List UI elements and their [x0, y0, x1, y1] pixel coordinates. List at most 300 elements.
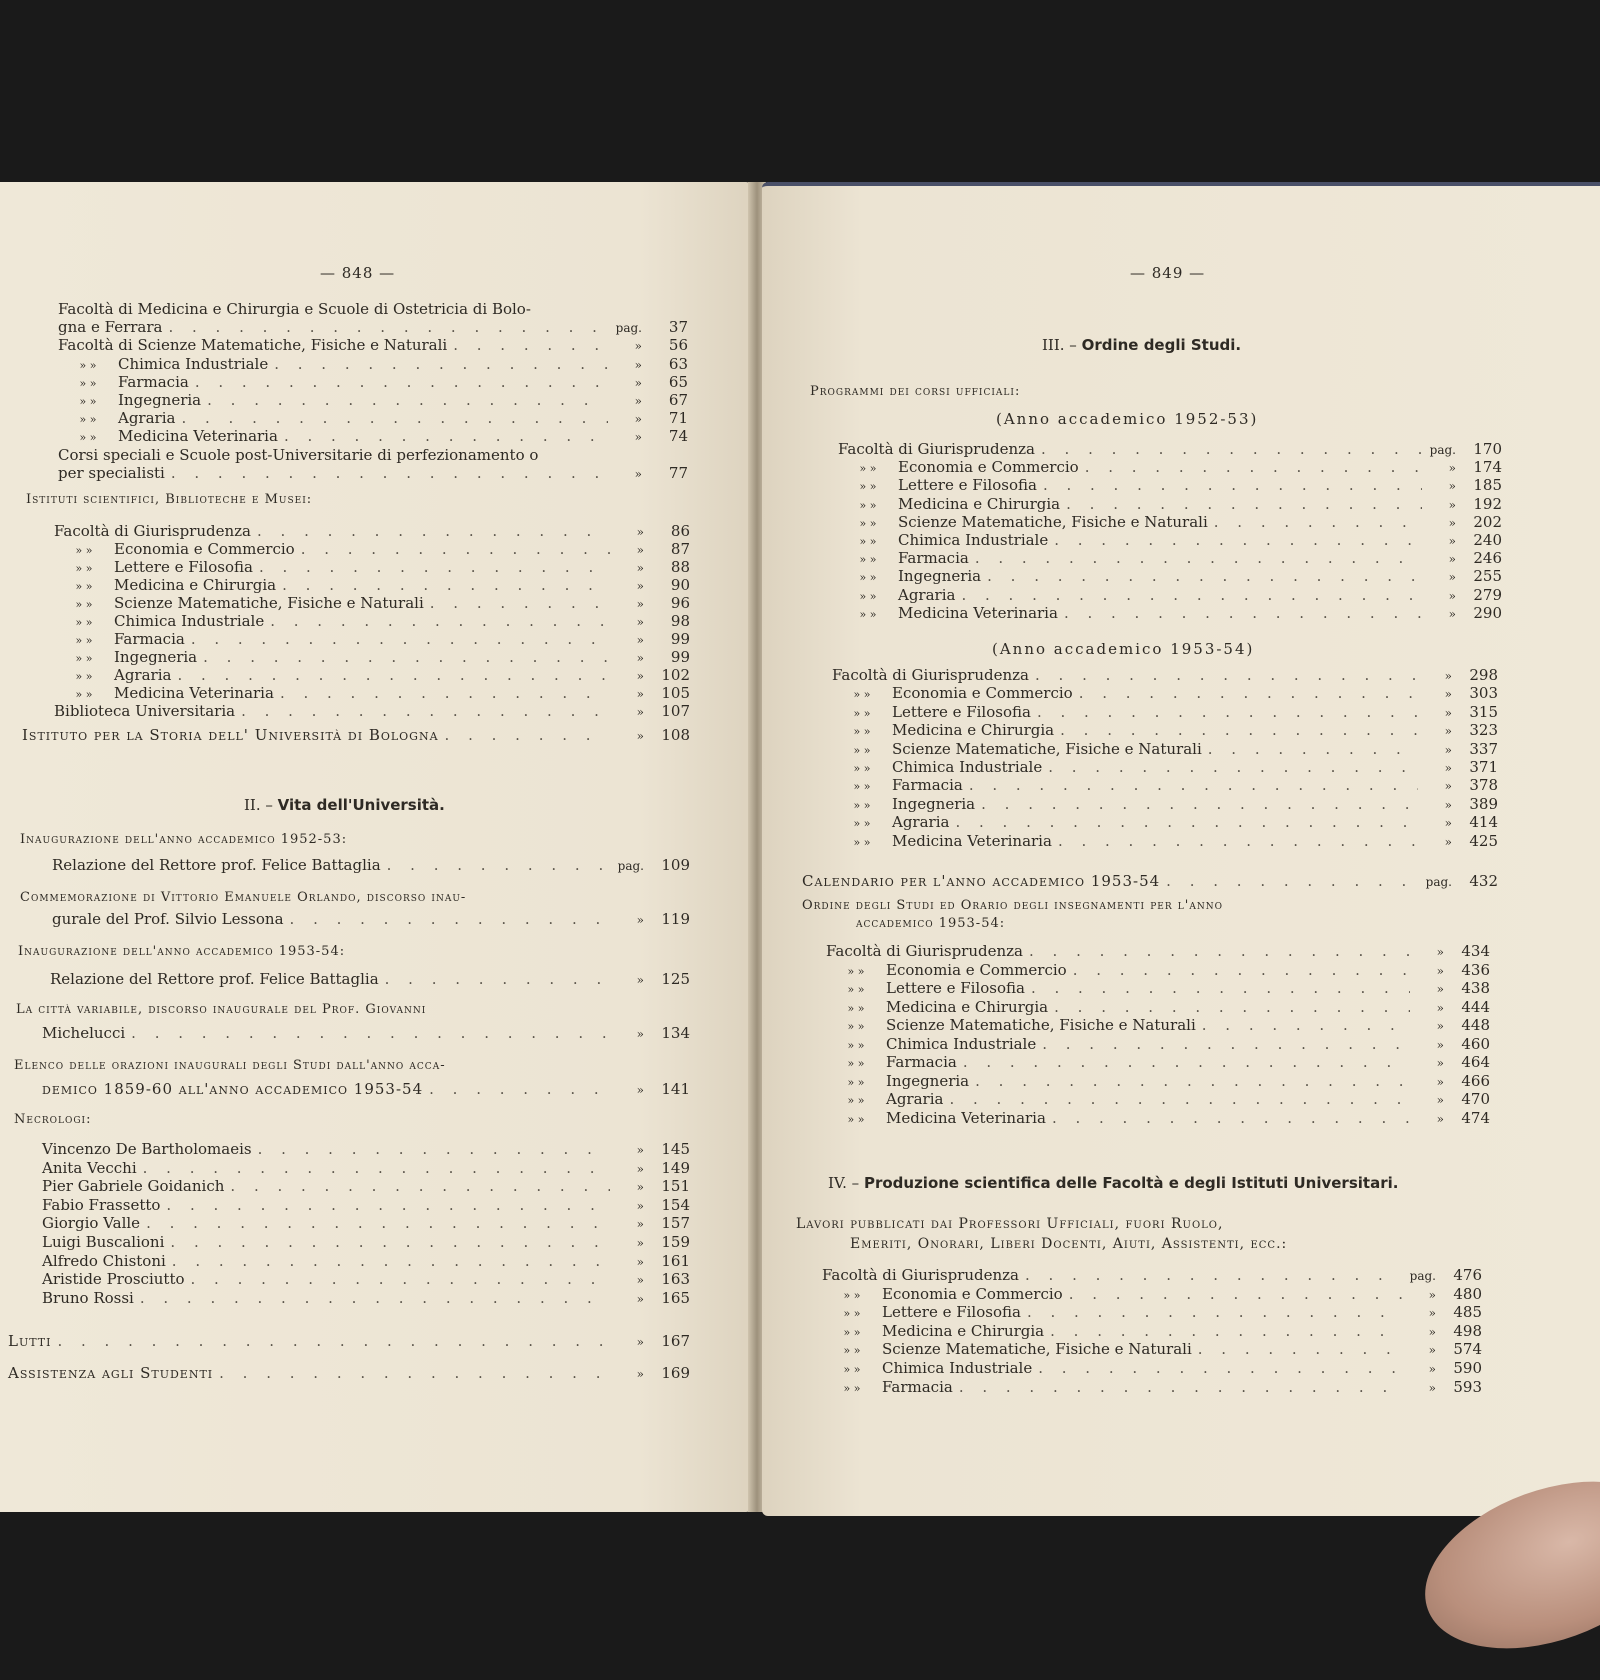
page-marker: » [636, 525, 644, 539]
ditto-mark: » » [75, 688, 93, 701]
dot-leader [162, 318, 608, 336]
dot-leader [235, 702, 610, 720]
toc-entry-label: Farmacia [898, 549, 969, 568]
toc-entry-label: Calendario per l'anno accademico 1953-54 [802, 872, 1161, 890]
subheader-anno-1953: (Anno accademico 1953-54) [992, 640, 1255, 658]
toc-entry-page: 290 [1473, 603, 1502, 622]
toc-entry [826, 1072, 1490, 1090]
toc-entry [42, 1080, 690, 1098]
page-marker: » [1444, 724, 1452, 739]
toc-entry [42, 1159, 690, 1177]
header-programmi: Programmi dei corsi ufficiali: [810, 384, 1021, 399]
toc-entry-page: 125 [661, 970, 690, 988]
page-marker: » [636, 579, 644, 593]
toc-entry-label: Medicina e Chirurgia [114, 576, 277, 594]
page-marker: » [634, 412, 642, 427]
toc-entry [58, 446, 688, 464]
ditto-mark: » » [859, 535, 877, 548]
toc-entry-label: Farmacia [886, 1053, 957, 1071]
toc-entry-page: 474 [1461, 1108, 1490, 1127]
toc-entry-label: Economia e Commercio [898, 458, 1079, 477]
section-title-ii: II. – Vita dell'Università. [244, 796, 445, 814]
dot-leader [134, 1289, 610, 1307]
toc-entry-page: 71 [668, 409, 688, 428]
toc-entry-label: Medicina Veterinaria [892, 831, 1052, 850]
dot-leader [224, 1177, 610, 1195]
dot-leader [1044, 1322, 1402, 1340]
page-marker: pag. [615, 321, 642, 336]
toc-entry-page: 464 [1461, 1053, 1490, 1071]
ditto-mark: » » [79, 431, 97, 445]
toc-entry [822, 1266, 1482, 1284]
toc-entry [832, 776, 1498, 794]
dot-leader [1048, 531, 1422, 549]
page-marker: » [636, 1236, 644, 1250]
dot-leader [213, 1364, 610, 1382]
dot-leader [1208, 513, 1422, 531]
right-page [762, 182, 1600, 1516]
toc-entry-label: Lutti [8, 1332, 52, 1350]
ditto-mark: » » [847, 964, 865, 978]
toc-entry-page: 90 [670, 576, 690, 594]
page-marker: » [636, 1027, 644, 1041]
toc-entry-label: Ingegneria [898, 567, 982, 586]
toc-entry-page: 378 [1469, 776, 1498, 795]
dot-leader [1042, 758, 1418, 776]
toc-entry-label: Facoltà di Medicina e Chirurgia e Scuole di Ostetricia di Bolo- [58, 300, 531, 318]
page-marker: » [636, 1143, 644, 1157]
toc-entry-page: 119 [661, 910, 690, 928]
page-marker: » [636, 687, 644, 701]
toc-entry-label: Medicina e Chirurgia [898, 494, 1061, 513]
dot-leader [1046, 1109, 1410, 1127]
toc-entry [58, 373, 688, 391]
ditto-mark: » » [79, 413, 97, 427]
dot-leader [1067, 961, 1410, 979]
toc-entry [822, 1303, 1482, 1321]
page-marker: » [1436, 1019, 1444, 1033]
toc-entry-label: Chimica Industriale [892, 758, 1043, 776]
dot-leader [969, 549, 1422, 567]
toc-entry-page: 134 [661, 1024, 690, 1042]
ditto-mark: » » [847, 1075, 865, 1089]
toc-entry [832, 758, 1498, 776]
page-marker: » [1436, 1093, 1444, 1107]
toc-entry-label: Chimica Industriale [118, 354, 269, 373]
dot-leader [1052, 832, 1418, 850]
page-marker: » [636, 913, 644, 927]
toc-entry-page: 67 [668, 391, 688, 409]
toc-entry-label: Economia e Commercio [892, 684, 1073, 703]
toc-entry [42, 1214, 690, 1232]
ditto-mark: » » [75, 634, 93, 647]
dot-leader [1035, 440, 1422, 458]
dot-leader [379, 970, 610, 988]
toc-entry-label: Farmacia [892, 776, 963, 795]
toc-entry-label: Giorgio Valle [42, 1214, 141, 1233]
dot-leader [251, 522, 610, 540]
toc-entry [54, 666, 690, 684]
dot-leader [140, 1214, 610, 1232]
toc-entry-page: 163 [661, 1270, 690, 1289]
page-marker: » [634, 375, 642, 390]
page-marker: pag. [1425, 875, 1452, 889]
toc-entry [822, 1378, 1482, 1396]
dot-leader [1048, 998, 1410, 1016]
toc-entry-page: 87 [670, 540, 690, 558]
page-marker: » [636, 561, 644, 575]
toc-entry-page: 425 [1469, 831, 1498, 850]
dot-leader [160, 1196, 610, 1214]
toc-entry-page: 323 [1469, 721, 1498, 740]
toc-entry-label: Scienze Matematiche, Fisiche e Naturali [892, 739, 1202, 758]
page-marker: » [636, 1367, 644, 1381]
ditto-mark: » » [859, 607, 877, 621]
toc-entry-label: Chimica Industriale [114, 612, 265, 630]
toc-entry [838, 440, 1502, 458]
dot-leader [1029, 666, 1418, 684]
page-marker: » [1436, 945, 1444, 959]
toc-entry-label: Istituto per la Storia dell' Università di Bologna [22, 726, 439, 744]
dot-leader [957, 1053, 1410, 1071]
toc-entry [8, 1332, 690, 1350]
dot-leader [164, 1233, 610, 1251]
dot-leader [284, 910, 610, 928]
page-marker: » [636, 1217, 644, 1232]
toc-entry-label: Medicina Veterinaria [114, 684, 274, 702]
dot-leader [1202, 740, 1418, 758]
dot-leader [381, 856, 610, 874]
ditto-mark: » » [859, 462, 877, 476]
page-marker: » [1448, 552, 1456, 567]
toc-entry-page: 151 [661, 1177, 690, 1196]
page-marker: » [636, 615, 644, 629]
toc-entry-label: Luigi Buscalioni [42, 1233, 165, 1251]
ditto-mark: » » [75, 562, 93, 575]
ditto-mark: » » [843, 1381, 861, 1395]
page-marker: » [1428, 1343, 1436, 1358]
toc-entry [838, 495, 1502, 513]
toc-entry-label: Lettere e Filosofia [892, 702, 1031, 721]
text-lavori-1: Lavori pubblicati dai Professori Ufficiali, fuori Ruolo, [796, 1216, 1224, 1232]
page-marker: » [636, 1161, 644, 1176]
toc-entry-page: 145 [661, 1140, 690, 1158]
toc-entry [42, 1140, 690, 1158]
toc-entry-page: 246 [1473, 549, 1502, 568]
page-marker: » [1448, 497, 1456, 512]
dot-leader [1019, 1266, 1402, 1284]
toc-entry [832, 721, 1498, 739]
toc-entry-page: 593 [1453, 1377, 1482, 1396]
toc-entry-label: Chimica Industriale [886, 1034, 1037, 1053]
page-marker: » [1448, 461, 1456, 476]
page-marker: » [1428, 1324, 1436, 1339]
ditto-mark: » » [853, 817, 871, 831]
ditto-mark: » » [75, 544, 93, 557]
toc-entry [54, 576, 690, 594]
dot-leader [276, 576, 610, 594]
toc-entry-page: 298 [1469, 666, 1498, 684]
toc-entry [54, 648, 690, 666]
ditto-mark: » » [859, 553, 877, 567]
dot-leader [1023, 942, 1410, 960]
toc-entry-page: 109 [661, 856, 690, 874]
toc-entry-label: Scienze Matematiche, Fisiche e Naturali [114, 594, 424, 612]
toc-entry-page: 99 [670, 630, 690, 648]
toc-entry [54, 522, 690, 540]
toc-entry-page: 102 [661, 666, 690, 684]
toc-entry-label: Medicina Veterinaria [886, 1108, 1046, 1127]
dot-leader [955, 586, 1422, 604]
text-ordine-studi: Ordine degli Studi ed Orario degli insegnamenti per l'anno [802, 898, 1223, 913]
ditto-mark: » » [843, 1325, 861, 1339]
subheader-anno-1952: (Anno accademico 1952-53) [996, 410, 1259, 428]
toc-entry [832, 740, 1498, 758]
toc-entry-page: 498 [1453, 1321, 1482, 1340]
page-marker: » [636, 973, 644, 987]
toc-entry-label: Scienze Matematiche, Fisiche e Naturali [886, 1016, 1196, 1034]
page-marker: » [1444, 816, 1452, 831]
page-marker: » [1448, 479, 1456, 494]
toc-entry-label: Fabio Frassetto [42, 1195, 161, 1214]
left-page [0, 182, 752, 1512]
dot-leader [125, 1024, 610, 1042]
page-marker: » [636, 1254, 644, 1269]
toc-entry-page: 169 [661, 1364, 690, 1382]
dot-leader [1021, 1303, 1402, 1321]
toc-entry [832, 832, 1498, 850]
dot-leader [165, 464, 608, 482]
toc-entry-label: gna e Ferrara [58, 318, 163, 337]
toc-entry-page: 141 [661, 1080, 690, 1098]
toc-entry-label: Scienze Matematiche, Fisiche e Naturali [898, 512, 1208, 531]
header-necrologi: Necrologi: [14, 1112, 92, 1127]
toc-entry [22, 726, 690, 744]
toc-entry-label: Facoltà di Giurisprudenza [826, 942, 1023, 960]
ditto-mark: » » [847, 1094, 865, 1107]
dot-leader [189, 373, 608, 391]
ditto-mark: » » [853, 688, 871, 702]
toc-entry-label: Anita Vecchi [42, 1158, 137, 1177]
toc-entry [838, 567, 1502, 585]
toc-entry [822, 1322, 1482, 1340]
dot-leader [278, 427, 608, 445]
dot-leader [423, 1080, 610, 1098]
toc-entry [58, 336, 688, 354]
dot-leader [1160, 872, 1418, 890]
page-marker: » [1436, 963, 1444, 978]
text-commemorazione: Commemorazione di Vittorio Emanuele Orlando, discorso inau- [20, 890, 467, 905]
page-marker: » [636, 1291, 644, 1306]
ditto-mark: » » [843, 1363, 861, 1376]
toc-entry-page: 466 [1461, 1071, 1490, 1090]
toc-entry-page: 337 [1469, 739, 1498, 758]
dot-leader [1036, 1035, 1410, 1053]
page-marker: pag. [1409, 1269, 1436, 1283]
toc-entry-page: 37 [668, 318, 688, 337]
dot-leader [1025, 979, 1410, 997]
dot-leader [943, 1090, 1410, 1108]
toc-entry-label: Facoltà di Giurisprudenza [822, 1266, 1019, 1284]
header-inaugurazione-1952: Inaugurazione dell'anno accademico 1952-53: [20, 832, 348, 847]
toc-entry [42, 1177, 690, 1195]
toc-entry-label: Economia e Commercio [886, 960, 1067, 979]
dot-leader [1032, 1359, 1402, 1377]
ditto-mark: » » [79, 376, 97, 390]
toc-entry-page: 96 [670, 594, 690, 612]
toc-entry [58, 318, 688, 336]
text-lavori-2: Emeriti, Onorari, Liberi Docenti, Aiuti, Assistenti, ecc.: [850, 1236, 1288, 1252]
dot-leader [171, 666, 610, 684]
toc-entry-page: 414 [1469, 813, 1498, 832]
toc-entry [58, 300, 688, 318]
dot-leader [197, 648, 610, 666]
ditto-mark: » » [853, 780, 871, 794]
toc-entry [826, 1035, 1490, 1053]
toc-entry [54, 702, 690, 720]
toc-entry [822, 1340, 1482, 1358]
toc-entry [42, 1233, 690, 1251]
toc-entry-page: 165 [661, 1288, 690, 1307]
toc-entry [802, 872, 1498, 890]
toc-entry-label: Relazione del Rettore prof. Felice Battaglia [52, 856, 381, 874]
page-number: — 848 — [320, 264, 396, 282]
toc-entry-page: 480 [1453, 1284, 1482, 1303]
toc-entry [838, 549, 1502, 567]
toc-entry-label: Farmacia [114, 630, 185, 648]
ditto-mark: » » [79, 395, 97, 408]
dot-leader [295, 540, 610, 558]
ditto-mark: » » [859, 480, 877, 494]
toc-entry-page: 107 [661, 702, 690, 720]
toc-entry-page: 476 [1453, 1266, 1482, 1284]
toc-entry [54, 612, 690, 630]
page-marker: » [634, 466, 642, 481]
page-marker: » [634, 339, 642, 354]
page-marker: » [1436, 1111, 1444, 1126]
toc-entry-label: Alfredo Chistoni [42, 1251, 166, 1270]
toc-entry-label: Agraria [892, 813, 950, 832]
toc-entry-label: Agraria [898, 585, 956, 604]
dot-leader [447, 336, 608, 354]
page-marker: » [1436, 1000, 1444, 1015]
toc-entry-page: 86 [670, 522, 690, 540]
toc-entry [52, 856, 690, 874]
page-marker: » [636, 1083, 644, 1097]
toc-entry-label: Biblioteca Universitaria [54, 702, 236, 720]
ditto-mark: » » [847, 1038, 865, 1052]
toc-entry [58, 355, 688, 373]
toc-entry-page: 185 [1473, 476, 1502, 495]
section-title-iv: IV. – Produzione scientifica delle Facoltà e degli Istituti Universitari. [828, 1174, 1399, 1192]
toc-entry-label: Ingegneria [886, 1071, 970, 1090]
dot-leader [949, 813, 1418, 831]
dot-leader [166, 1252, 610, 1270]
toc-entry [838, 604, 1502, 622]
dot-leader [1054, 721, 1418, 739]
ditto-mark: » » [75, 616, 93, 629]
toc-entry-page: 98 [670, 612, 690, 630]
page-marker: » [634, 394, 642, 408]
toc-entry-page: 574 [1453, 1340, 1482, 1359]
toc-entry-label: per specialisti [58, 463, 165, 482]
toc-entry-page: 192 [1473, 494, 1502, 513]
toc-entry-page: 460 [1461, 1034, 1490, 1053]
toc-entry-page: 161 [661, 1251, 690, 1270]
page-marker: » [1444, 834, 1452, 849]
page-marker: » [1444, 797, 1452, 812]
toc-entry-page: 174 [1473, 458, 1502, 477]
toc-entry-label: Assistenza agli Studenti [8, 1364, 214, 1382]
ditto-mark: » » [853, 835, 871, 849]
page-marker: » [636, 633, 644, 647]
ditto-mark: » » [847, 1001, 865, 1015]
toc-entry [50, 970, 690, 988]
toc-entry-label: Lettere e Filosofia [882, 1303, 1021, 1322]
page-marker: » [1436, 1037, 1444, 1052]
toc-entry-label: Medicina e Chirurgia [886, 997, 1049, 1016]
ditto-mark: » » [859, 589, 877, 603]
toc-entry [838, 513, 1502, 531]
toc-entry [54, 630, 690, 648]
dot-leader [1079, 458, 1422, 476]
toc-entry-label: Lettere e Filosofia [898, 476, 1037, 495]
toc-entry-page: 149 [661, 1158, 690, 1177]
ditto-mark: » » [75, 670, 93, 683]
section-title-iii: III. – Ordine degli Studi. [1042, 336, 1242, 354]
page-marker: » [1428, 1287, 1436, 1302]
page-marker: » [636, 597, 644, 611]
toc-entry [838, 476, 1502, 494]
toc-entry-page: 77 [668, 463, 688, 482]
dot-leader [274, 684, 610, 702]
page-marker: » [1444, 705, 1452, 720]
toc-entry-label: Aristide Prosciutto [42, 1270, 185, 1289]
ditto-mark: » » [75, 652, 93, 665]
text-ordine-accademico: accademico 1953-54: [856, 916, 1006, 931]
page-marker: » [1428, 1306, 1436, 1321]
toc-entry [58, 427, 688, 445]
toc-entry [826, 1090, 1490, 1108]
toc-entry-page: 389 [1469, 794, 1498, 813]
toc-entry-page: 157 [661, 1214, 690, 1233]
toc-entry-label: demico 1859-60 all'anno accademico 1953-54 [42, 1080, 424, 1098]
toc-entry-label: Ingegneria [892, 794, 976, 813]
toc-entry-page: 159 [661, 1233, 690, 1251]
toc-entry-label: Scienze Matematiche, Fisiche e Naturali [882, 1340, 1192, 1359]
toc-entry-label: Medicina e Chirurgia [892, 721, 1055, 740]
toc-entry [52, 910, 690, 928]
toc-entry-label: Farmacia [118, 372, 189, 391]
toc-entry-label: Facoltà di Giurisprudenza [832, 666, 1029, 684]
toc-entry [54, 594, 690, 612]
ditto-mark: » » [853, 743, 871, 757]
toc-entry-page: 170 [1473, 440, 1502, 458]
toc-entry-page: 485 [1453, 1303, 1482, 1322]
toc-entry [832, 703, 1498, 721]
dot-leader [175, 409, 608, 427]
page-marker: » [1448, 515, 1456, 530]
dot-leader [268, 355, 608, 373]
toc-entry-label: Relazione del Rettore prof. Felice Battaglia [50, 970, 379, 988]
toc-entry-label: Lettere e Filosofia [886, 979, 1025, 997]
toc-entry-page: 167 [661, 1332, 690, 1350]
ditto-mark: » » [847, 1112, 865, 1126]
toc-entry [826, 1016, 1490, 1034]
page-marker: » [1448, 588, 1456, 603]
page-marker: » [1444, 742, 1452, 757]
page-number: — 849 — [1130, 264, 1206, 282]
